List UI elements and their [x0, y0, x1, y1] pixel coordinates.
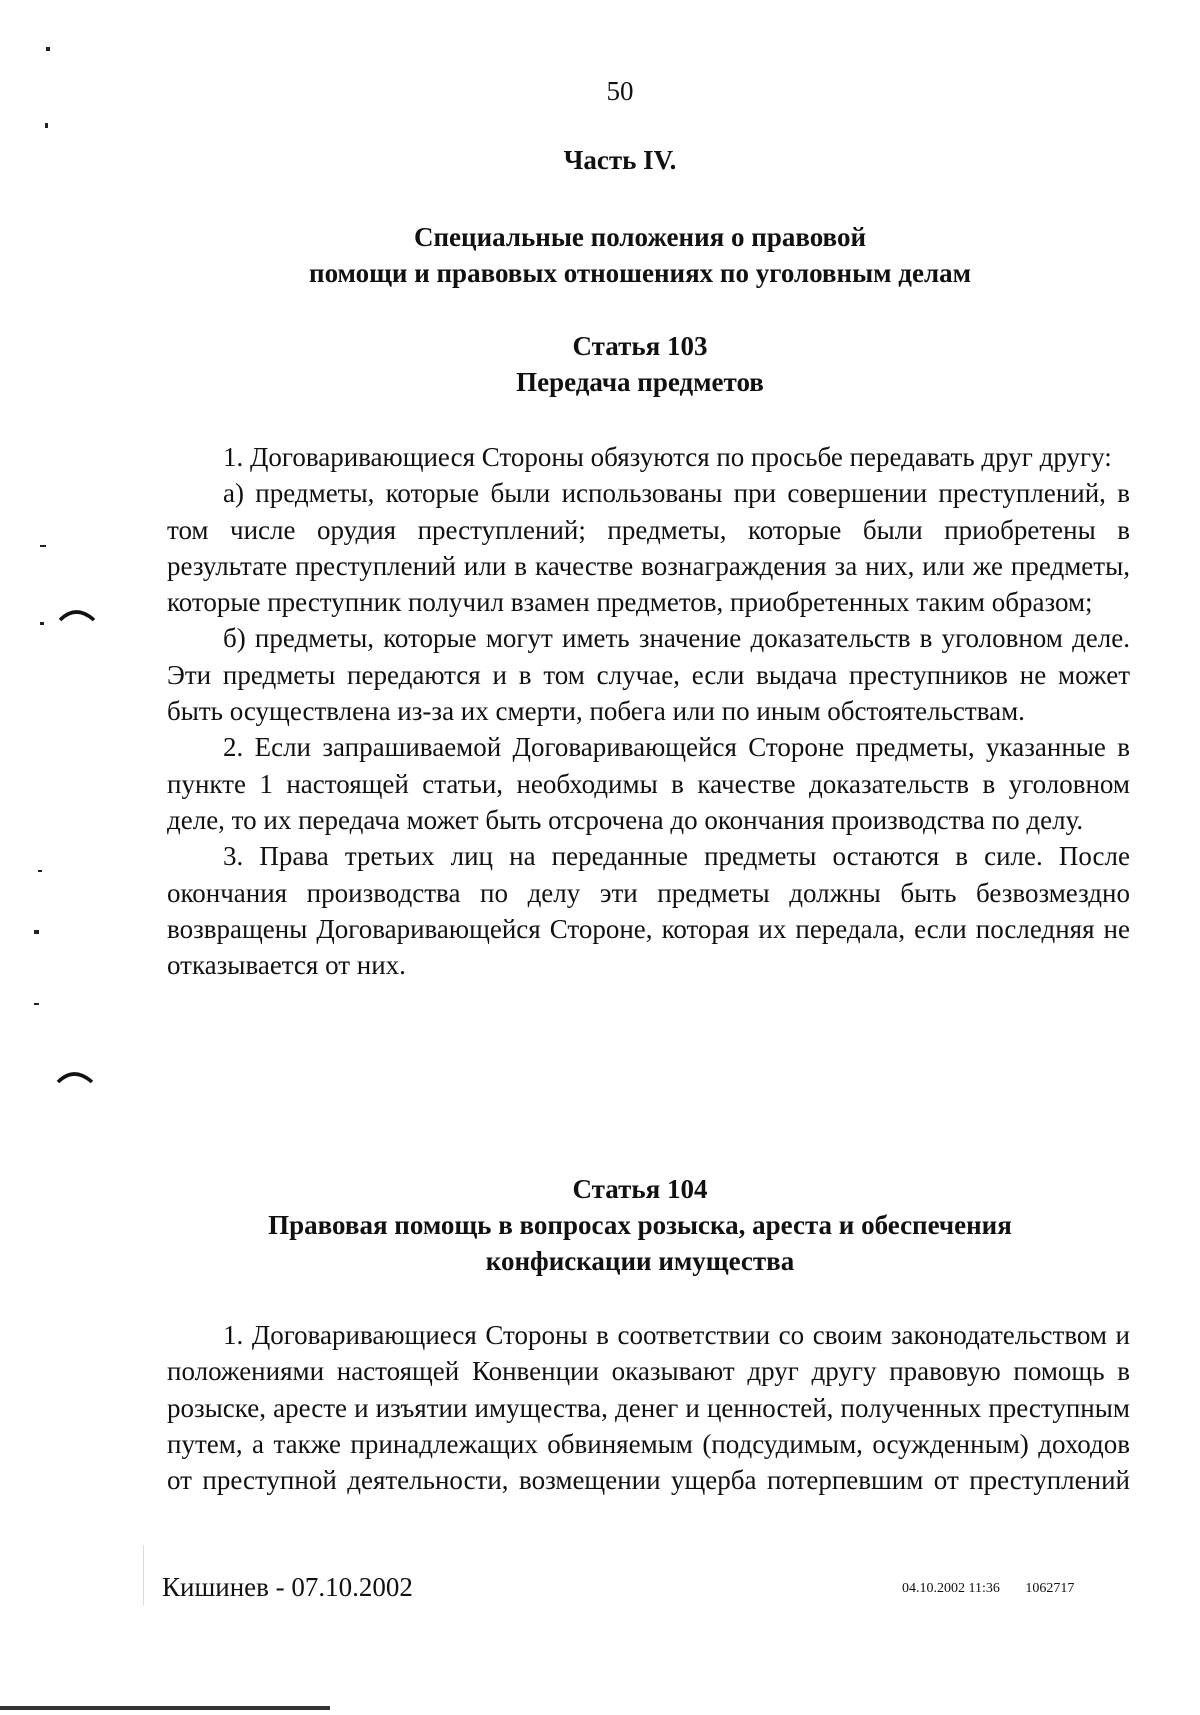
article-103-body [167, 439, 1130, 983]
page-number: 50 [606, 76, 634, 106]
fax-header [902, 1581, 1096, 1597]
paragraph: 3. Права третьих лиц на переданные предметы остаются в силе. После окончания производства по делу эти предметы должны быть безвозмездно возвращены Договаривающейся Стороне, которая их передала, если последняя не отказывается от них. [167, 841, 1130, 981]
fax-timestamp: 04.10.2002 11:36 [902, 1581, 1000, 1596]
paragraph: б) предметы, которые могут иметь значение доказательств в уголовном деле. Эти предметы передаются и в том случае, если выдача преступников не может быть осуществлена из-за их смерти, побега или по иным обстоятельствам. [167, 623, 1130, 727]
article-number: Статья 104 [572, 1174, 708, 1204]
scan-speck [40, 622, 44, 625]
article-104-body [167, 1317, 1130, 1498]
article-104-heading [150, 1171, 1130, 1279]
article-title: Передача предметов [516, 367, 764, 397]
part-title: Часть IV. [563, 145, 677, 175]
article-103-heading [150, 328, 1130, 400]
part-heading [150, 219, 1130, 291]
scan-faint-line [143, 1545, 144, 1605]
punch-hole-arc-icon [58, 604, 98, 624]
footer-place-date: Кишинев - 07.10.2002 [162, 1572, 413, 1602]
scan-speck [34, 1003, 39, 1005]
article-title-line: Правовая помощь в вопросах розыска, ареста и обеспечения [268, 1210, 1012, 1240]
scan-speck [38, 870, 42, 872]
paragraph: 2. Если запрашиваемой Договаривающейся Стороне предметы, указанные в пункте 1 настоящей статьи, необходимы в качестве доказательств в уголовном деле, то их передача может быть отсрочена до окончания производства по делу. [167, 732, 1130, 835]
article-title-line: конфискации имущества [485, 1246, 795, 1276]
paragraph: 1. Договаривающиеся Стороны в соответствии со своим законодательством и положениями настоящей Конвенции оказывают друг другу правовую помощь в розыске, аресте и изъятии имущества, денег и ценностей, полученных преступным путем, а также принадлежащих обвиняемым (подсудимым, осужденным) доходов от преступной деятельности, возмещении ущерба потерпевшим от преступлений [167, 1320, 1130, 1496]
article-number: Статья 103 [572, 331, 708, 361]
paragraph: 1. Договаривающиеся Стороны обязуются по просьбе передавать друг другу: [223, 442, 1112, 472]
punch-hole-arc-icon [56, 1066, 96, 1086]
part-heading-line: Специальные положения о правовой [413, 222, 867, 252]
paragraph: а) предметы, которые были использованы при совершении преступлений, в том числе орудия преступлений; предметы, которые были приобретены в результате преступлений или в качестве вознаграждения за них, или же предметы, которые преступник получил взамен предметов, приобретенных таким образом; [167, 478, 1130, 618]
scan-bottom-edge [0, 1706, 330, 1710]
scan-speck [45, 123, 48, 128]
fax-id: 1062717 [1025, 1581, 1075, 1596]
scan-speck [46, 47, 50, 51]
scan-speck [34, 930, 39, 934]
scan-speck [40, 545, 46, 547]
part-heading-line: помощи и правовых отношениях по уголовным делам [309, 258, 971, 288]
